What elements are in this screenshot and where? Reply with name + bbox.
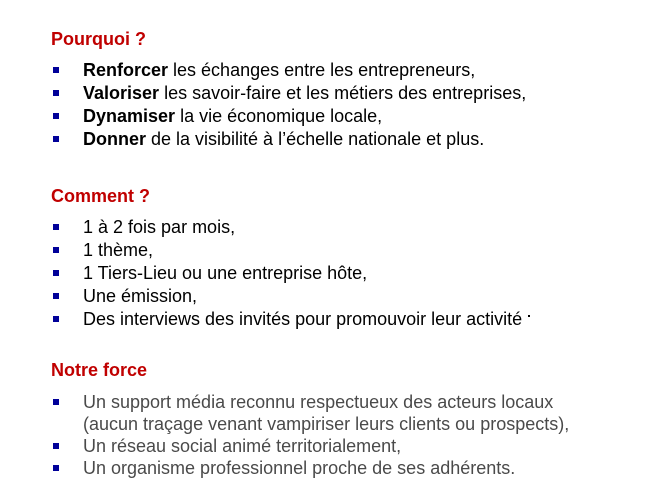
item-text: les échanges entre les entrepreneurs, xyxy=(168,60,476,80)
heading-notre-force: Notre force xyxy=(51,360,148,380)
list-item xyxy=(51,308,651,331)
item-keyword: Donner xyxy=(83,129,146,149)
list-item xyxy=(51,105,651,128)
heading-comment: Comment ? xyxy=(51,186,150,206)
item-text: Une émission, xyxy=(83,286,198,306)
item-text: 1 thème, xyxy=(83,240,154,260)
item-text: la vie économique locale, xyxy=(175,106,383,126)
list-pourquoi xyxy=(51,59,651,151)
square-bullet-icon xyxy=(53,247,59,253)
section-pourquoi xyxy=(51,28,651,151)
square-bullet-icon xyxy=(53,224,59,230)
square-bullet-icon xyxy=(53,465,59,471)
list-notre-force xyxy=(51,391,651,479)
item-text: 1 à 2 fois par mois, xyxy=(83,217,236,237)
item-text: les savoir-faire et les métiers des entreprises, xyxy=(159,83,527,103)
list-item xyxy=(51,435,651,457)
trailing-dot-icon xyxy=(528,315,530,317)
item-text: Un organisme professionnel proche de ses adhérents. xyxy=(83,458,516,478)
list-item xyxy=(51,59,651,82)
item-text: Un support média reconnu respectueux des acteurs locaux xyxy=(83,392,554,412)
item-keyword: Valoriser xyxy=(83,83,160,103)
square-bullet-icon xyxy=(53,443,59,449)
list-item xyxy=(51,128,651,151)
section-comment xyxy=(51,185,651,331)
item-text: de la visibilité à l’échelle nationale et plus. xyxy=(146,129,485,149)
square-bullet-icon xyxy=(53,316,59,322)
list-item xyxy=(51,391,651,435)
list-item xyxy=(51,457,651,479)
list-item xyxy=(51,82,651,105)
square-bullet-icon xyxy=(53,399,59,405)
square-bullet-icon xyxy=(53,293,59,299)
item-text-continued: (aucun traçage venant vampiriser leurs clients ou prospects), xyxy=(83,414,570,434)
item-keyword: Renforcer xyxy=(83,60,169,80)
list-item xyxy=(51,285,651,308)
square-bullet-icon xyxy=(53,270,59,276)
list-item xyxy=(51,216,651,239)
heading-pourquoi: Pourquoi ? xyxy=(51,29,146,49)
square-bullet-icon xyxy=(53,67,59,73)
list-comment xyxy=(51,216,651,331)
square-bullet-icon xyxy=(53,136,59,142)
item-keyword: Dynamiser xyxy=(83,106,176,126)
list-item xyxy=(51,262,651,285)
item-text: 1 Tiers-Lieu ou une entreprise hôte, xyxy=(83,263,368,283)
item-text: Un réseau social animé territorialement, xyxy=(83,436,402,456)
list-item xyxy=(51,239,651,262)
section-notre-force xyxy=(51,359,651,479)
square-bullet-icon xyxy=(53,113,59,119)
square-bullet-icon xyxy=(53,90,59,96)
item-text: Des interviews des invités pour promouvoir leur activité xyxy=(83,309,523,329)
